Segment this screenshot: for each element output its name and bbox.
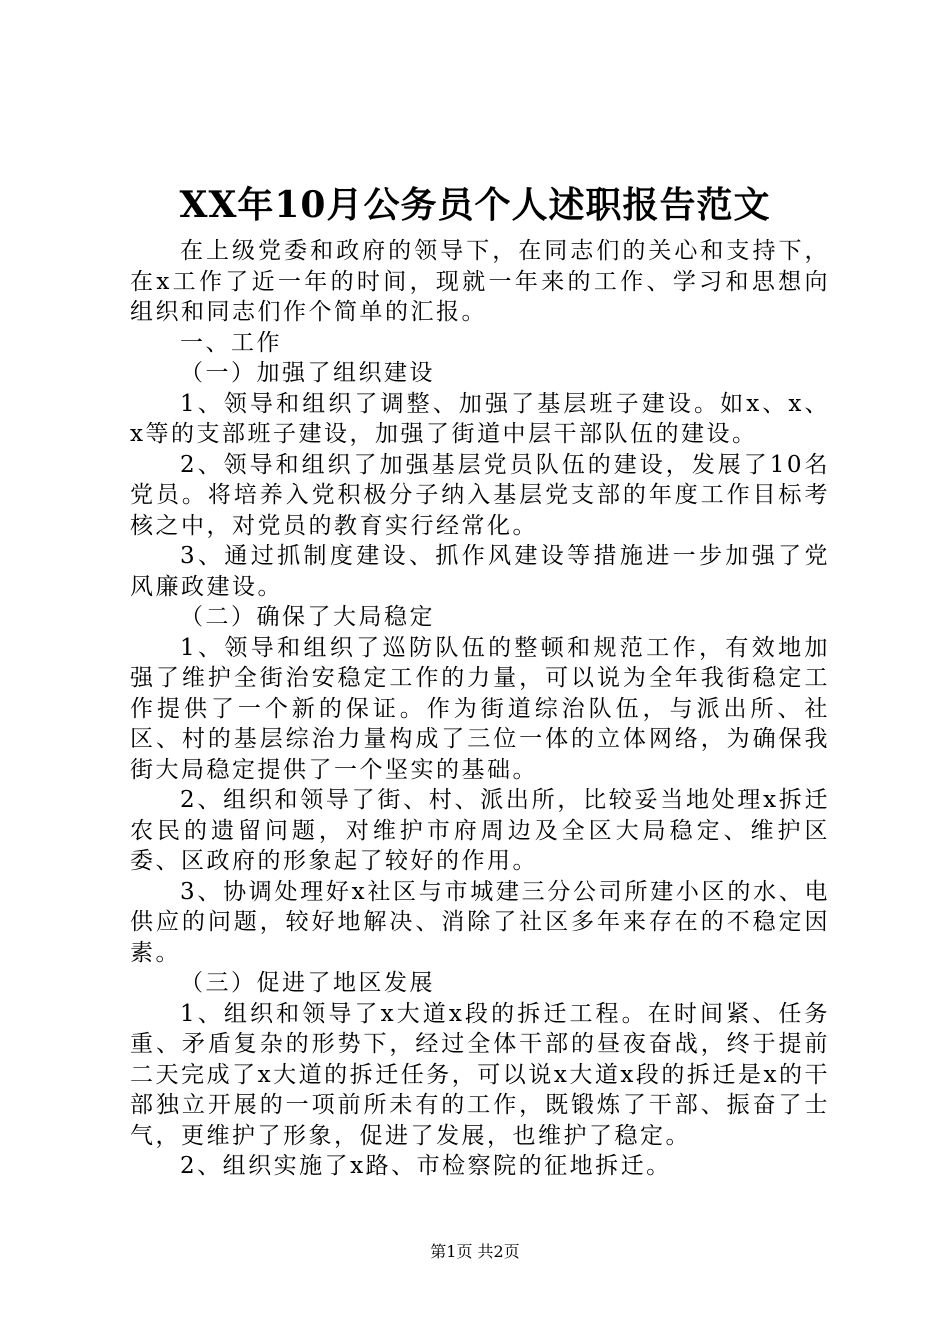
subheading-development: （三）促进了地区发展 [180, 970, 435, 996]
paragraph-organization-3: 3、通过抓制度建设、抓作风建设等措施进一步加强了党风廉政建设。 [130, 543, 830, 600]
subheading-organization: （一）加强了组织建设 [180, 360, 435, 386]
document-title: XX年10月公务员个人述职报告范文 [179, 184, 771, 226]
paragraph-stability-1: 1、领导和组织了巡防队伍的整顿和规范工作，有效地加强了维护全街治安稳定工作的力量，可以说为全年我街稳定工作提供了一个新的保证。作为街道综治队伍，与派出所、社区、村的基层综治力量构成了三位一体的立体网络，为确保我街大局稳定提供了一个坚实的基础。 [130, 634, 830, 783]
page-footer: 第1页 共2页 [430, 1242, 520, 1261]
paragraph-intro: 在上级党委和政府的领导下，在同志们的关心和支持下，在x工作了近一年的时间，现就一年来的工作、学习和思想向组织和同志们作个简单的汇报。 [130, 238, 830, 325]
paragraph-stability-3: 3、协调处理好x社区与市城建三分公司所建小区的水、电供应的问题，较好地解决、消除了社区多年来存在的不稳定因素。 [130, 878, 830, 966]
paragraph-organization-2: 2、领导和组织了加强基层党员队伍的建设，发展了10名党员。将培养入党积极分子纳入基层党支部的年度工作目标考核之中，对党员的教育实行经常化。 [130, 451, 830, 539]
paragraph-organization-1: 1、领导和组织了调整、加强了基层班子建设。如x、x、x等的支部班子建设，加强了街道中层干部队伍的建设。 [130, 390, 830, 447]
document-body [130, 236, 830, 1182]
paragraph-development-2: 2、组织实施了x路、市检察院的征地拆迁。 [180, 1153, 672, 1179]
paragraph-stability-2: 2、组织和领导了街、村、派出所，比较妥当地处理x拆迁农民的遗留问题，对维护市府周边及全区大局稳定、维护区委、区政府的形象起了较好的作用。 [130, 787, 830, 874]
paragraph-development-1: 1、组织和领导了x大道x段的拆迁工程。在时间紧、任务重、矛盾复杂的形势下，经过全体干部的昼夜奋战，终于提前二天完成了x大道的拆迁任务，可以说x大道x段的拆迁是x的干部独立开展的一项前所未有的工作，既锻炼了干部、振奋了士气，更维护了形象，促进了发展，也维护了稳定。 [130, 1000, 830, 1149]
heading-work: 一、工作 [180, 329, 282, 356]
subheading-stability: （二）确保了大局稳定 [180, 604, 435, 630]
